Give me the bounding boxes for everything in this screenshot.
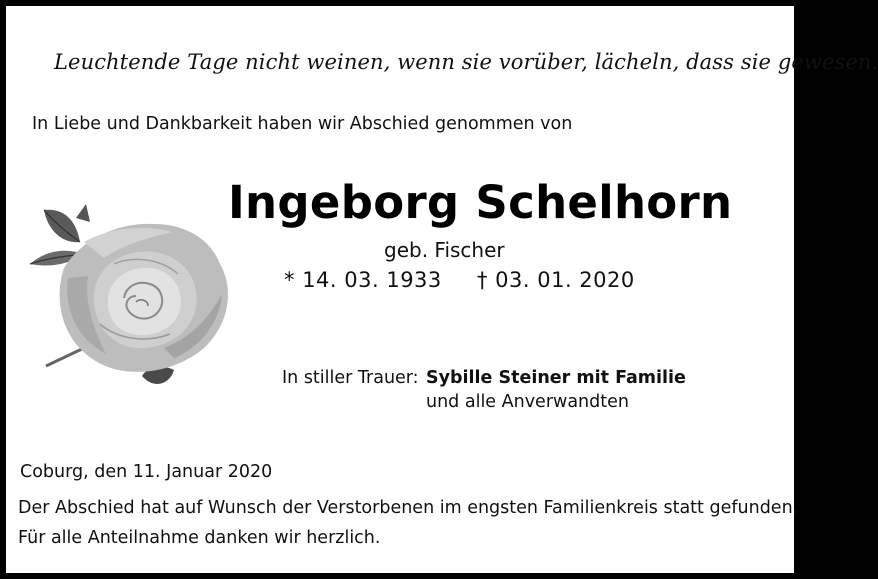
- life-dates: [284, 268, 635, 292]
- mourners-primary: Sybille Steiner mit Familie: [426, 368, 686, 388]
- death-date: 03. 01. 2020: [495, 268, 635, 292]
- rose-icon: [24, 198, 232, 392]
- death-symbol: †: [476, 268, 488, 292]
- motto-quote: Leuchtende Tage nicht weinen, wenn sie vorüber, lächeln, dass sie gewesen.: [54, 50, 878, 74]
- intro-text: In Liebe und Dankbarkeit haben wir Abschied genommen von: [32, 114, 573, 134]
- obituary-notice: [6, 6, 878, 573]
- note-line: Für alle Anteilnahme danken wir herzlich.: [18, 528, 381, 548]
- mourners-secondary: und alle Anverwandten: [426, 392, 629, 412]
- birth-date: 14. 03. 1933: [302, 268, 442, 292]
- birth-symbol: *: [284, 268, 295, 292]
- deceased-name: Ingeborg Schelhorn: [228, 176, 733, 229]
- maiden-name: geb. Fischer: [384, 238, 505, 262]
- note-line: Der Abschied hat auf Wunsch der Verstorbenen im engsten Familienkreis statt gefunden.: [18, 498, 799, 518]
- mourners-label: In stiller Trauer:: [282, 368, 419, 388]
- place-date: Coburg, den 11. Januar 2020: [20, 462, 273, 482]
